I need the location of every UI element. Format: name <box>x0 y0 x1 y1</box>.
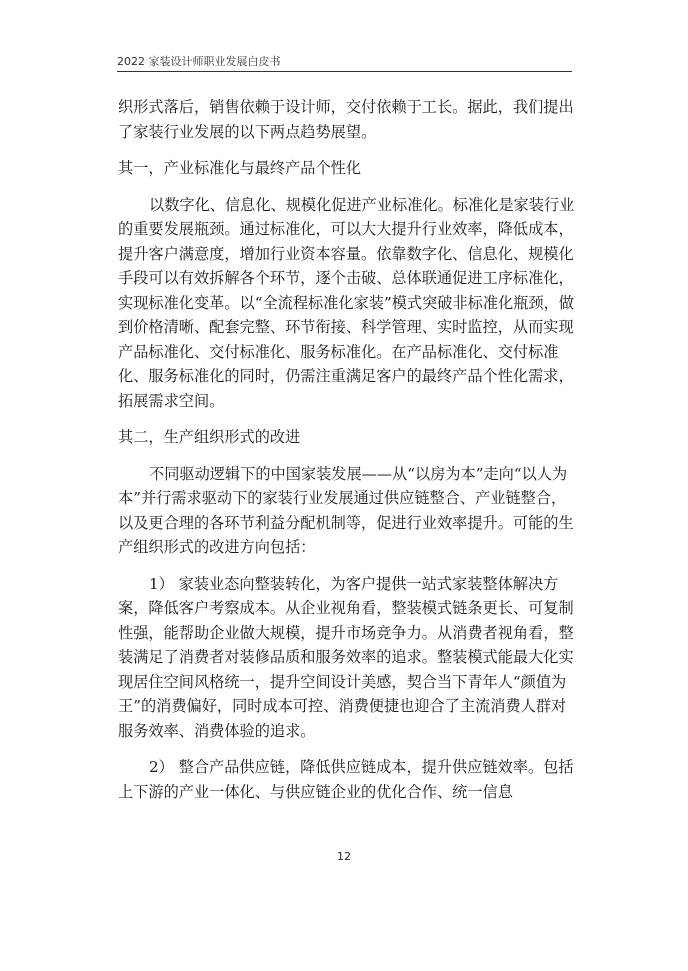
page-body <box>118 95 576 804</box>
paragraph-continued: 织形式落后，销售依赖于设计师，交付依赖于工长。据此，我们提出了家装行业发展的以下两点趋势展望。 <box>118 98 574 141</box>
section-heading-2: 其二，生产组织形式的改进 <box>118 428 301 446</box>
list-item-2: 2） 整合产品供应链，降低供应链成本，提升供应链效率。包括上下游的产业一体化、与供应链企业的优化合作、统一信息 <box>118 758 574 801</box>
paragraph-organization: 不同驱动逻辑下的中国家装发展——从“以房为本”走向“以人为本”并行需求驱动下的家装行业发展通过供应链整合、产业链整合，以及更合理的各环节利益分配机制等，促进行业效率提升。可能的生产组织形式的改进方向包括： <box>118 464 574 556</box>
page-number: 12 <box>337 850 351 863</box>
running-header: 2022 家装设计师职业发展白皮书 <box>117 55 281 68</box>
header-divider <box>117 71 572 72</box>
paragraph-standardization: 以数字化、信息化、规模化促进产业标准化。标准化是家装行业的重要发展瓶颈。通过标准化，可以大大提升行业效率，降低成本，提升客户满意度，增加行业资本容量。依靠数字化、信息化、规模化手段可以有效拆解各个环节，逐个击破、总体联通促进工序标准化，实现标准化变革。以“全流程标准化家装”模式突破非标准化瓶颈，做到价格清晰、配套完整、环节衔接、科学管理、实时监控，从而实现产品标准化、交付标准化、服务标准化。在产品标准化、交付标准化、服务标准化的同时，仍需注重满足客户的最终产品个性化需求，拓展需求空间。 <box>118 195 575 410</box>
list-item-1: 1） 家装业态向整装转化，为客户提供一站式家装整体解决方案，降低客户考察成本。从企业视角看，整装模式链条更长、可复制性强，能帮助企业做大规模，提升市场竞争力。从消费者视角看，整装满足了消费者对装修品质和服务效率的追求。整装模式能最大化实现居住空间风格统一，提升空间设计美感，契合当下青年人“颜值为王”的消费偏好，同时成本可控、消费便捷也迎合了主流消费人群对服务效率、消费体验的追求。 <box>118 574 574 740</box>
section-heading-1: 其一，产业标准化与最终产品个性化 <box>118 159 361 177</box>
